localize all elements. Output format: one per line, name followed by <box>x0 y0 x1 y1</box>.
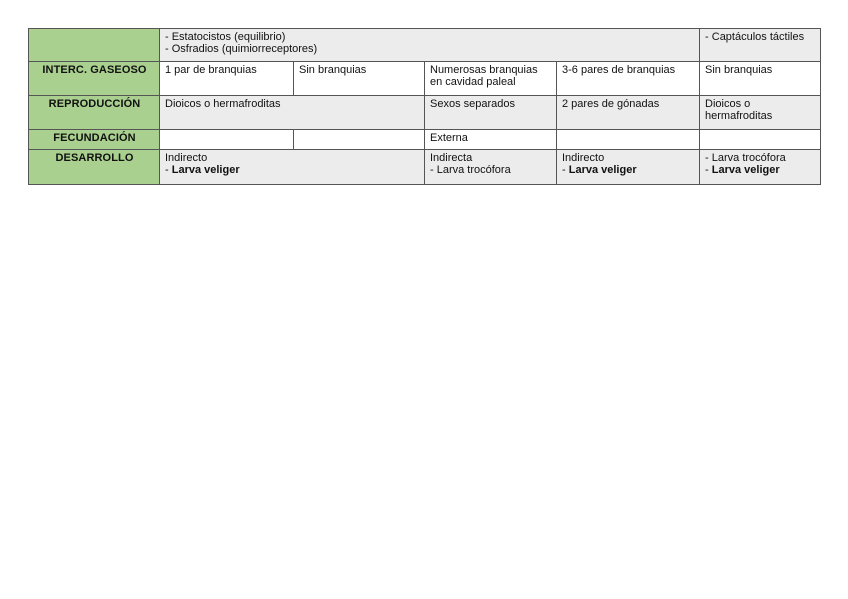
table-row-fertilization <box>29 130 821 150</box>
development-c4-prefix: - <box>562 164 569 176</box>
row-header-sensory <box>29 29 160 62</box>
cell-development-c3 <box>425 150 557 185</box>
development-c3-line1: Indirecta <box>430 152 473 164</box>
row-header-fertilization: FECUNDACIÓN <box>29 130 160 150</box>
gas-c3-line2: en cavidad paleal <box>430 76 516 88</box>
table-row-reproduction <box>29 96 821 130</box>
development-c1-line1: Indirecto <box>165 152 208 164</box>
development-c5-line1: - Larva trocófora <box>705 152 786 164</box>
row-header-gas-exchange: INTERC. GASEOSO <box>29 62 160 96</box>
table-row-gas-exchange <box>29 62 821 96</box>
development-c5-line2 <box>705 164 816 176</box>
table-row-development <box>29 150 821 185</box>
development-c5-larva-veliger: Larva veliger <box>711 164 780 176</box>
development-c3-line2: - Larva trocófora <box>430 164 511 176</box>
development-c1-larva-veliger: Larva veliger <box>171 164 240 176</box>
table-row-sensory <box>29 29 821 62</box>
cell-fertilization-c5 <box>700 130 821 150</box>
cell-development-c5 <box>700 150 821 185</box>
cell-reproduction-c5 <box>700 96 821 130</box>
cell-fertilization-c1 <box>160 130 294 150</box>
comparison-table <box>28 28 821 185</box>
cell-gas-c3 <box>425 62 557 96</box>
reproduction-c5-line1: Dioicos o <box>705 98 751 110</box>
cell-reproduction-c1: Dioicos o hermafroditas <box>160 96 425 130</box>
cell-fertilization-c4 <box>557 130 700 150</box>
cell-development-c1 <box>160 150 425 185</box>
development-c5-prefix: - <box>705 164 712 176</box>
cell-sensory-captacula: - Captáculos táctiles <box>700 29 821 62</box>
cell-gas-c5: Sin branquias <box>700 62 821 96</box>
development-c4-line1: Indirecto <box>562 152 605 164</box>
sensory-line-osphradia: - Osfradios (quimiorreceptores) <box>165 43 318 55</box>
cell-gas-c4: 3-6 pares de branquias <box>557 62 700 96</box>
cell-gas-c2: Sin branquias <box>294 62 425 96</box>
cell-sensory-organs <box>160 29 700 62</box>
row-header-development: DESARROLLO <box>29 150 160 185</box>
cell-fertilization-c2 <box>294 130 425 150</box>
development-c4-line2 <box>562 164 695 176</box>
development-c4-larva-veliger: Larva veliger <box>568 164 637 176</box>
development-c1-prefix: - <box>165 164 172 176</box>
sensory-line-statocysts: - Estatocistos (equilibrio) <box>165 31 286 43</box>
cell-gas-c1: 1 par de branquias <box>160 62 294 96</box>
cell-development-c4 <box>557 150 700 185</box>
row-header-reproduction: REPRODUCCIÓN <box>29 96 160 130</box>
gas-c3-line1: Numerosas branquias <box>430 64 538 76</box>
reproduction-c5-line2: hermafroditas <box>705 110 773 122</box>
cell-reproduction-c4: 2 pares de gónadas <box>557 96 700 130</box>
development-c1-line2 <box>165 164 420 176</box>
cell-fertilization-c3: Externa <box>425 130 557 150</box>
cell-reproduction-c3: Sexos separados <box>425 96 557 130</box>
